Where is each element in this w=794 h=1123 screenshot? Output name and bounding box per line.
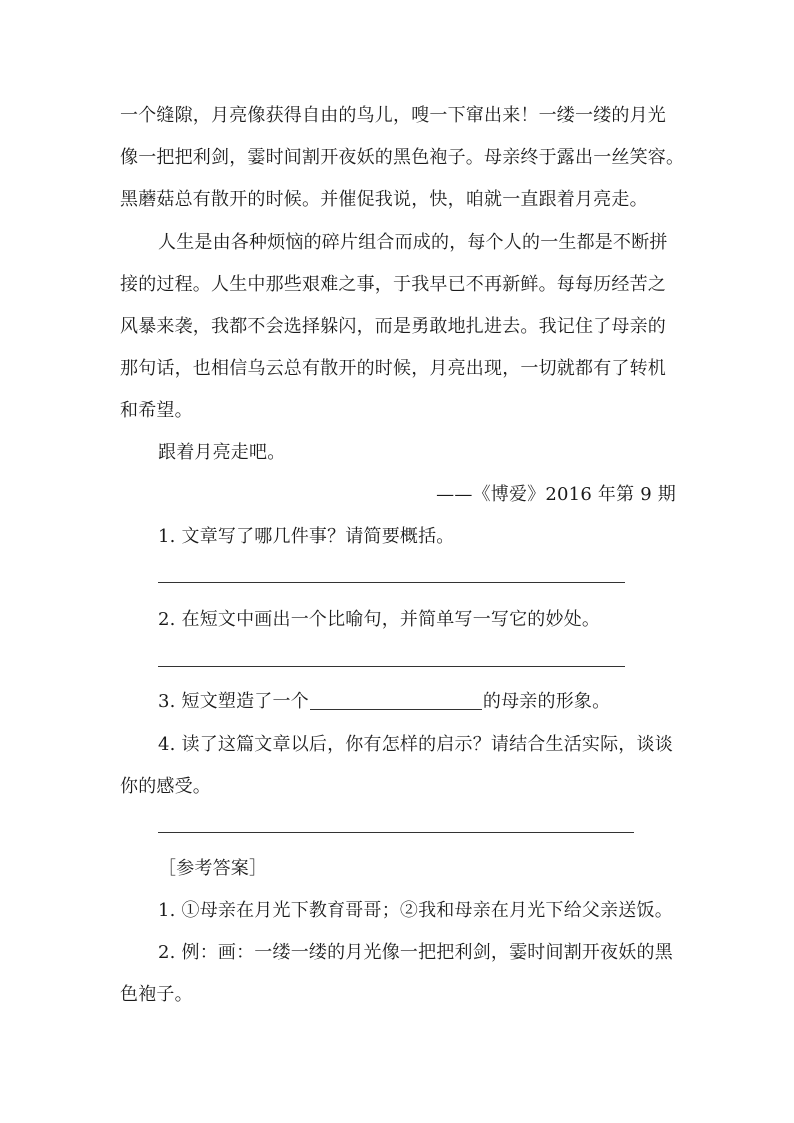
passage-line: 接的过程。人生中那些艰难之事，于我早已不再新鲜。每每历经苦之 bbox=[120, 274, 666, 295]
answer-line-4[interactable] bbox=[158, 832, 634, 833]
source-citation: ——《博爱》2016 年第 9 期 bbox=[436, 484, 676, 505]
answer-line-1[interactable] bbox=[158, 582, 625, 583]
question-3 bbox=[158, 690, 610, 714]
passage-line: 黑蘑菇总有散开的时候。并催促我说，快，咱就一直跟着月亮走。 bbox=[120, 189, 648, 210]
answer-1: 1. ①母亲在月光下教育哥哥；②我和母亲在月光下给父亲送饭。 bbox=[158, 900, 673, 921]
passage-line: 一个缝隙，月亮像获得自由的鸟儿，嗖一下窜出来！一缕一缕的月光 bbox=[120, 105, 666, 126]
question-4-cont: 你的感受。 bbox=[120, 776, 211, 797]
passage-line: 跟着月亮走吧。 bbox=[158, 442, 286, 463]
answers-heading: ［参考答案］ bbox=[158, 858, 268, 879]
question-2: 2. 在短文中画出一个比喻句，并简单写一写它的妙处。 bbox=[158, 609, 601, 630]
question-4: 4. 读了这篇文章以后，你有怎样的启示？请结合生活实际，谈谈 bbox=[158, 734, 673, 755]
question-3-suffix: 的母亲的形象。 bbox=[482, 691, 611, 712]
answer-2: 2. 例：画：一缕一缕的月光像一把把利剑，霎时间割开夜妖的黑 bbox=[158, 942, 673, 963]
answer-line-2[interactable] bbox=[158, 666, 625, 667]
passage-line: 人生是由各种烦恼的碎片组合而成的，每个人的一生都是不断拼 bbox=[158, 232, 668, 253]
passage-line: 风暴来袭，我都不会选择躲闪，而是勇敢地扎进去。我记住了母亲的 bbox=[120, 316, 666, 337]
passage-line: 和希望。 bbox=[120, 400, 193, 421]
question-3-prefix: 3. 短文塑造了一个 bbox=[158, 691, 309, 712]
passage-line: 像一把把利剑，霎时间割开夜妖的黑色袍子。母亲终于露出一丝笑容。 bbox=[120, 147, 685, 168]
answer-2-cont: 色袍子。 bbox=[120, 984, 193, 1005]
question-1: 1. 文章写了哪几件事？请简要概括。 bbox=[158, 526, 455, 547]
answer-blank-3[interactable] bbox=[310, 691, 482, 710]
passage-line: 那句话，也相信乌云总有散开的时候，月亮出现，一切就都有了转机 bbox=[120, 358, 666, 379]
